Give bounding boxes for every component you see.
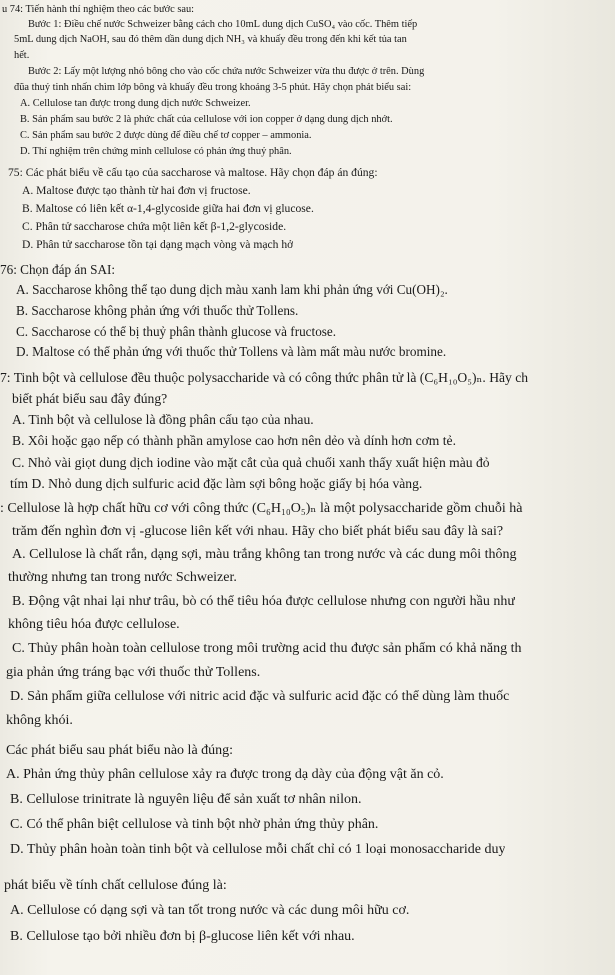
q75-option-b: B. Maltose có liên kết α-1,4-glycoside giữa hai đơn vị glucose. [22, 203, 314, 215]
q74-step2-line1: Bước 2: Lấy một lượng nhỏ bông cho vào cốc chứa nước Schweizer vừa thu được ở trên. Dùng [28, 66, 425, 77]
q77-option-b: B. Xôi hoặc gạo nếp có thành phần amylose cao hơn nên dẻo và dính hơn cơm tẻ. [12, 434, 456, 448]
q78-option-d-line2: không khói. [6, 713, 73, 728]
q78-option-a-line2: thường nhưng tan trong nước Schweizer. [8, 570, 237, 585]
q79-option-b: B. Cellulose trinitrate là nguyên liệu để sản xuất tơ nhân nilon. [10, 792, 362, 807]
q76-heading: 76: Chọn đáp án SAI: [0, 263, 116, 277]
q79-option-c: C. Có thể phân biệt cellulose và tinh bột nhờ phản ứng thủy phân. [10, 817, 379, 832]
q77-option-c: C. Nhỏ vài giọt dung dịch iodine vào mặt cắt của quả chuối xanh thấy xuất hiện màu đỏ [12, 456, 490, 470]
q74-step1-line2: 5mL dung dịch NaOH, sau đó thêm dần dung dịch NH₃ và khuấy đều trong đến khi kết tủa tan [14, 34, 407, 45]
q78-option-b-line1: B. Động vật nhai lại như trâu, bò có thể tiêu hóa được cellulose nhưng con người hầu như [12, 594, 515, 609]
q78-heading-line2: trăm đến nghìn đơn vị -glucose liên kết với nhau. Hãy cho biết phát biểu sau đây là sai? [12, 524, 504, 539]
q74-option-a: A. Cellulose tan được trong dung dịch nước Schweizer. [20, 98, 251, 109]
q76-option-c: C. Saccharose có thể bị thuỷ phân thành glucose và fructose. [16, 325, 337, 339]
q76-option-d: D. Maltose có thể phản ứng với thuốc thử Tollens và làm mất màu nước bromine. [16, 345, 447, 359]
q77-option-a: A. Tinh bột và cellulose là đồng phân cấu tạo của nhau. [12, 413, 314, 427]
q78-option-a-line1: A. Cellulose là chất rắn, dạng sợi, màu trắng không tan trong nước và các dung môi thông [12, 547, 517, 562]
q79-option-d: D. Thủy phân hoàn toàn tinh bột và cellulose mỗi chất chỉ có 1 loại monosaccharide duy [10, 842, 506, 857]
q79-option-a: A. Phản ứng thủy phân cellulose xảy ra được trong dạ dày của động vật ăn cỏ. [6, 767, 444, 782]
q78-option-c-line2: gia phản ứng tráng bạc với thuốc thử Tollens. [6, 665, 261, 680]
q78-heading: : Cellulose là hợp chất hữu cơ với công thức (C₆H₁₀O₅)ₙ là một polysaccharide gồm chuỗi hà [0, 501, 523, 516]
q80-option-a: A. Cellulose có dạng sợi và tan tốt trong nước và các dung môi hữu cơ. [10, 903, 410, 918]
q74-step1-line3: hết. [14, 50, 30, 61]
q77-option-c-d: tím D. Nhỏ dung dịch sulfuric acid đặc làm sợi bông hoặc giấy bị hóa vàng. [10, 477, 423, 491]
q80-option-b: B. Cellulose tạo bởi nhiều đơn bị β-glucose liên kết với nhau. [10, 929, 355, 944]
q74-step1-line1: Bước 1: Điều chế nước Schweizer bằng cách cho 10mL dung dịch CuSO₄ vào cốc. Thêm tiếp [28, 19, 418, 30]
q75-heading: 75: Các phát biểu về cấu tạo của saccharose và maltose. Hãy chọn đáp án đúng: [8, 167, 378, 179]
q79-heading: Các phát biểu sau phát biểu nào là đúng: [6, 743, 234, 758]
q76-option-b: B. Saccharose không phản ứng với thuốc thử Tollens. [16, 304, 299, 318]
q78-option-d-line1: D. Sản phẩm giữa cellulose với nitric acid đặc và sulfuric acid đặc có thể dùng làm thuốc [10, 689, 510, 704]
q78-option-b-line2: không tiêu hóa được cellulose. [8, 617, 180, 632]
q77-heading: 7: Tinh bột và cellulose đều thuộc polysaccharide và có công thức phân tử là (C₆H₁₀O₅)ₙ. Hãy ch [0, 371, 529, 385]
q74-option-b: B. Sản phẩm sau bước 2 là phức chất của cellulose với ion copper ở dạng dung dịch nhớt. [20, 114, 393, 125]
q74-step2-line2: đũa thuỷ tinh nhấn chìm lớp bông và khuấy đều trong khoảng 3-5 phút. Hãy chọn phát biểu sai: [14, 82, 412, 93]
q76-option-a: A. Saccharose không thể tạo dung dịch màu xanh lam khi phản ứng với Cu(OH)₂. [16, 283, 448, 297]
q77-heading-line2: biết phát biểu sau đây đúng? [12, 392, 168, 406]
q74-heading: u 74: Tiến hành thí nghiệm theo các bước sau: [2, 4, 195, 15]
q80-heading: phát biểu về tính chất cellulose đúng là: [4, 878, 227, 893]
q74-option-c: C. Sản phẩm sau bước 2 được dùng để điều chế tơ copper – ammonia. [20, 130, 312, 141]
q75-option-c: C. Phân tử saccharose chứa một liên kết β-1,2-glycoside. [22, 221, 287, 233]
q75-option-d: D. Phân tử saccharose tồn tại dạng mạch vòng và mạch hở [22, 239, 294, 251]
q74-option-d: D. Thí nghiệm trên chứng minh cellulose có phản ứng thuỷ phân. [20, 146, 292, 157]
q78-option-c-line1: C. Thủy phân hoàn toàn cellulose trong môi trường acid thu được sản phẩm có khả năng th [12, 641, 522, 656]
q75-option-a: A. Maltose được tạo thành từ hai đơn vị fructose. [22, 185, 251, 197]
